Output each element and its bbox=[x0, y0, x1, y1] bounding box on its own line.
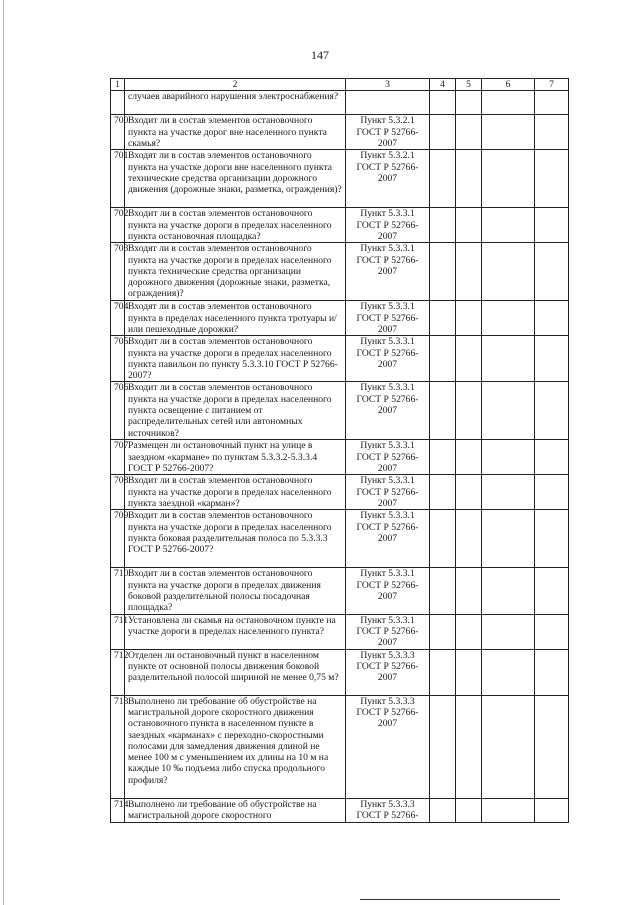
answer-cell bbox=[430, 208, 456, 243]
answer-cell bbox=[456, 440, 482, 475]
question-text: случаев аварийного нарушения электроснабжения? bbox=[125, 91, 346, 115]
answer-cell bbox=[430, 614, 456, 649]
answer-cell bbox=[456, 649, 482, 695]
row-number: 709 bbox=[111, 510, 125, 568]
answer-cell bbox=[482, 568, 535, 614]
answer-cell bbox=[535, 475, 569, 510]
standard-reference: Пункт 5.3.3.1 ГОСТ Р 52766-2007 bbox=[346, 614, 430, 649]
answer-cell bbox=[456, 695, 482, 798]
answer-cell bbox=[430, 510, 456, 568]
answer-cell bbox=[456, 510, 482, 568]
column-header: 1 bbox=[111, 79, 125, 91]
standard-reference: Пункт 5.3.3.1 ГОСТ Р 52766-2007 bbox=[346, 382, 430, 440]
row-number: 700 bbox=[111, 115, 125, 150]
answer-cell bbox=[430, 649, 456, 695]
standard-reference: Пункт 5.3.3.3 ГОСТ Р 52766-2007 bbox=[346, 649, 430, 695]
answer-cell bbox=[482, 301, 535, 336]
row-number: 712 bbox=[111, 649, 125, 695]
table-row bbox=[111, 614, 569, 649]
table-row bbox=[111, 440, 569, 475]
answer-cell bbox=[482, 614, 535, 649]
answer-cell bbox=[456, 91, 482, 115]
table-row bbox=[111, 695, 569, 798]
question-text: Размещен ли остановочный пункт на улице в заездном «кармане» по пунктам 5.3.3.2-5.3.3.4 ГОСТ Р 52766-2007? bbox=[125, 440, 346, 475]
table-row bbox=[111, 510, 569, 568]
answer-cell bbox=[535, 243, 569, 301]
standard-reference: Пункт 5.3.3.1 ГОСТ Р 52766-2007 bbox=[346, 475, 430, 510]
answer-cell bbox=[535, 440, 569, 475]
answer-cell bbox=[535, 336, 569, 382]
standard-reference: Пункт 5.3.3.1 ГОСТ Р 52766-2007 bbox=[346, 568, 430, 614]
answer-cell bbox=[482, 695, 535, 798]
question-text: Входит ли в состав элементов остановочного пункта на участке дороги в пределах населенного пункта заездной «карман»? bbox=[125, 475, 346, 510]
standard-reference: Пункт 5.3.3.1 ГОСТ Р 52766-2007 bbox=[346, 301, 430, 336]
checklist-table bbox=[110, 78, 569, 823]
row-number: 702 bbox=[111, 208, 125, 243]
answer-cell bbox=[456, 382, 482, 440]
answer-cell bbox=[535, 115, 569, 150]
row-number: 707 bbox=[111, 440, 125, 475]
table-row bbox=[111, 649, 569, 695]
answer-cell bbox=[430, 150, 456, 208]
standard-reference: Пункт 5.3.3.1 ГОСТ Р 52766-2007 bbox=[346, 336, 430, 382]
question-text: Входит ли в состав элементов остановочного пункта на участке дорог вне населенного пункта скамья? bbox=[125, 115, 346, 150]
scan-edge-mark bbox=[360, 899, 560, 900]
answer-cell bbox=[456, 243, 482, 301]
answer-cell bbox=[430, 382, 456, 440]
question-text: Установлена ли скамья на остановочном пункте на участке дороги в пределах населенного пункта? bbox=[125, 614, 346, 649]
table-row bbox=[111, 798, 569, 822]
answer-cell bbox=[456, 208, 482, 243]
table-row bbox=[111, 336, 569, 382]
answer-cell bbox=[482, 649, 535, 695]
standard-reference: Пункт 5.3.3.1 ГОСТ Р 52766-2007 bbox=[346, 243, 430, 301]
row-number: 701 bbox=[111, 150, 125, 208]
row-number: 703 bbox=[111, 243, 125, 301]
answer-cell bbox=[482, 115, 535, 150]
row-number: 708 bbox=[111, 475, 125, 510]
question-text: Входит ли в состав элементов остановочного пункта на участке дороги в пределах населенного пункта павильон по пункту 5.3.3.10 ГОСТ Р 52766-2007? bbox=[125, 336, 346, 382]
answer-cell bbox=[535, 301, 569, 336]
answer-cell bbox=[430, 91, 456, 115]
answer-cell bbox=[535, 382, 569, 440]
answer-cell bbox=[430, 798, 456, 822]
answer-cell bbox=[482, 440, 535, 475]
answer-cell bbox=[456, 614, 482, 649]
answer-cell bbox=[456, 568, 482, 614]
answer-cell bbox=[482, 208, 535, 243]
row-number: 710 bbox=[111, 568, 125, 614]
column-header: 7 bbox=[535, 79, 569, 91]
table-row bbox=[111, 568, 569, 614]
table-row bbox=[111, 243, 569, 301]
scan-edge-mark bbox=[3, 0, 4, 905]
question-text: Входит ли в состав элементов остановочного пункта на участке дороги в пределах движения боковой разделительной полосы посадочная площадка? bbox=[125, 568, 346, 614]
page-number: 147 bbox=[311, 48, 329, 62]
standard-reference: Пункт 5.3.3.3 ГОСТ Р 52766- bbox=[346, 798, 430, 822]
standard-reference: Пункт 5.3.3.3 ГОСТ Р 52766-2007 bbox=[346, 695, 430, 798]
table-row bbox=[111, 475, 569, 510]
answer-cell bbox=[430, 695, 456, 798]
answer-cell bbox=[430, 301, 456, 336]
answer-cell bbox=[456, 336, 482, 382]
answer-cell bbox=[456, 115, 482, 150]
answer-cell bbox=[482, 243, 535, 301]
question-text: Входит ли в состав элементов остановочного пункта на участке дороги в пределах населенного пункта боковая разделительная полоса по 5.3.3.3 ГОСТ Р 52766-2007? bbox=[125, 510, 346, 568]
table-row bbox=[111, 115, 569, 150]
answer-cell bbox=[535, 798, 569, 822]
answer-cell bbox=[430, 475, 456, 510]
question-text: Выполнено ли требование об обустройстве на магистральной дороге скоростного движения остановочного пункта в населенном пункте в заездных «карманах» с переходно-скоростными полосами для замедления движения длиной не менее 100 м с уменьшением их длины на 10 м на каждые 10 ‰ подъема либо спуска продольного профиля? bbox=[125, 695, 346, 798]
row-number: 704 bbox=[111, 301, 125, 336]
answer-cell bbox=[456, 150, 482, 208]
answer-cell bbox=[430, 243, 456, 301]
answer-cell bbox=[456, 475, 482, 510]
row-number: 711 bbox=[111, 614, 125, 649]
question-text: Выполнено ли требование об обустройстве на магистральной дороге скоростного bbox=[125, 798, 346, 822]
table-row bbox=[111, 301, 569, 336]
table-row bbox=[111, 91, 569, 115]
answer-cell bbox=[535, 208, 569, 243]
answer-cell bbox=[482, 798, 535, 822]
standard-reference: Пункт 5.3.2.1 ГОСТ Р 52766-2007 bbox=[346, 150, 430, 208]
answer-cell bbox=[535, 649, 569, 695]
answer-cell bbox=[430, 568, 456, 614]
answer-cell bbox=[482, 336, 535, 382]
answer-cell bbox=[535, 614, 569, 649]
row-number: 713 bbox=[111, 695, 125, 798]
answer-cell bbox=[482, 150, 535, 208]
standard-reference: Пункт 5.3.2.1 ГОСТ Р 52766-2007 bbox=[346, 115, 430, 150]
answer-cell bbox=[482, 510, 535, 568]
column-header: 2 bbox=[125, 79, 346, 91]
row-number bbox=[111, 91, 125, 115]
question-text: Входит ли в состав элементов остановочного пункта на участке дороги в пределах населенного пункта остановочная площадка? bbox=[125, 208, 346, 243]
table-row bbox=[111, 208, 569, 243]
question-text: Входят ли в состав элементов остановочного пункта на участке дороги в пределах населенного пункта технические средства организации дорожного движения (дорожные знаки, разметка, ограждения)? bbox=[125, 243, 346, 301]
answer-cell bbox=[535, 510, 569, 568]
row-number: 714 bbox=[111, 798, 125, 822]
table-row bbox=[111, 382, 569, 440]
standard-reference bbox=[346, 91, 430, 115]
column-header: 3 bbox=[346, 79, 430, 91]
standard-reference: Пункт 5.3.3.1 ГОСТ Р 52766-2007 bbox=[346, 510, 430, 568]
table-row bbox=[111, 150, 569, 208]
table-header-row bbox=[111, 79, 569, 91]
answer-cell bbox=[482, 382, 535, 440]
answer-cell bbox=[430, 115, 456, 150]
standard-reference: Пункт 5.3.3.1 ГОСТ Р 52766-2007 bbox=[346, 440, 430, 475]
answer-cell bbox=[535, 695, 569, 798]
column-header: 5 bbox=[456, 79, 482, 91]
answer-cell bbox=[430, 336, 456, 382]
column-header: 4 bbox=[430, 79, 456, 91]
answer-cell bbox=[430, 440, 456, 475]
answer-cell bbox=[482, 475, 535, 510]
row-number: 705 bbox=[111, 336, 125, 382]
answer-cell bbox=[456, 798, 482, 822]
answer-cell bbox=[482, 91, 535, 115]
question-text: Входят ли в состав элементов остановочного пункта в пределах населенного пункта тротуары и/или пешеходные дорожки? bbox=[125, 301, 346, 336]
answer-cell bbox=[535, 150, 569, 208]
question-text: Отделен ли остановочный пункт в населенном пункте от основной полосы движения боковой разделительной полосой шириной не менее 0,75 м? bbox=[125, 649, 346, 695]
answer-cell bbox=[456, 301, 482, 336]
column-header: 6 bbox=[482, 79, 535, 91]
row-number: 706 bbox=[111, 382, 125, 440]
standard-reference: Пункт 5.3.3.1 ГОСТ Р 52766-2007 bbox=[346, 208, 430, 243]
answer-cell bbox=[535, 91, 569, 115]
answer-cell bbox=[535, 568, 569, 614]
question-text: Входят ли в состав элементов остановочного пункта на участке дороги вне населенного пункта технические средства организации дорожного движения (дорожные знаки, разметка, ограждения)? bbox=[125, 150, 346, 208]
question-text: Входит ли в состав элементов остановочного пункта на участке дороги в пределах населенного пункта освещение с питанием от распределительных сетей или автономных источников? bbox=[125, 382, 346, 440]
